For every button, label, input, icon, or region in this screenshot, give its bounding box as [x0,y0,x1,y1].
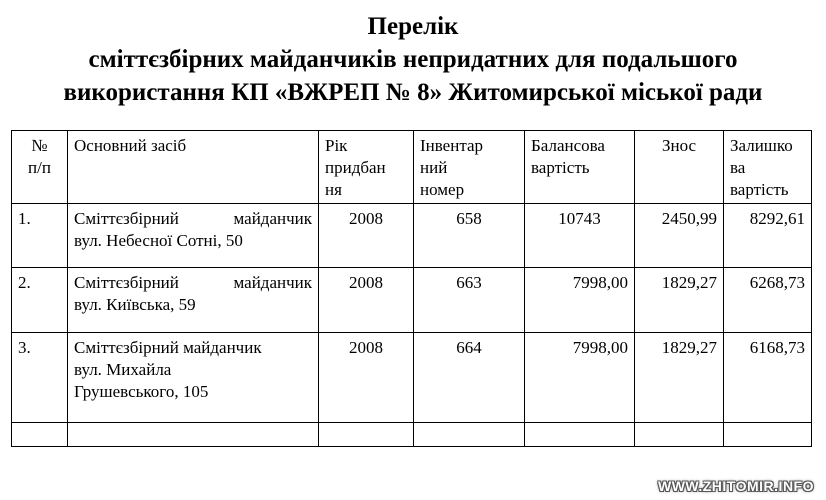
header-balance [525,131,635,204]
header-year-line-1: Рік [325,136,348,155]
row-depreciation: 1829,27 [635,333,724,423]
empty-cell [319,423,414,447]
row-asset [68,333,319,423]
table-row-empty [12,423,812,447]
row-asset-line-1: Сміттєзбірний майданчик [74,273,312,292]
row-num: 1. [12,204,68,268]
table-header-row [12,131,812,204]
row-asset [68,204,319,268]
row-num: 2. [12,268,68,333]
row-year: 2008 [319,333,414,423]
header-year-line-3: ня [325,180,342,199]
row-inventory: 658 [414,204,525,268]
row-balance: 7998,00 [525,333,635,423]
row-depreciation: 1829,27 [635,268,724,333]
header-inventory-line-3: номер [420,180,465,199]
row-balance: 7998,00 [525,268,635,333]
row-residual: 8292,61 [724,204,812,268]
row-year: 2008 [319,204,414,268]
row-asset-line-1: Сміттєзбірний майданчик [74,338,262,357]
header-year [319,131,414,204]
header-residual-line-3: вартість [730,180,789,199]
header-balance-line-2: вартість [531,158,590,177]
empty-cell [12,423,68,447]
header-num [12,131,68,204]
title-line-3: використання КП «ВЖРЕП № 8» Житомирської міської ради [63,79,763,106]
header-residual-line-1: Залишко [730,136,793,155]
site-watermark: WWW.ZHITOMIR.INFO [658,478,814,494]
empty-cell [525,423,635,447]
row-year: 2008 [319,268,414,333]
empty-cell [724,423,812,447]
header-residual [724,131,812,204]
row-asset-line-3: Грушевського, 105 [74,382,209,401]
header-balance-line-1: Балансова [531,136,605,155]
row-asset-line-2: вул. Михайла [74,360,172,379]
row-inventory: 663 [414,268,525,333]
header-asset [68,131,319,204]
title-line-1: Перелік [367,13,459,40]
assets-table [11,130,812,447]
header-depreciation [635,131,724,204]
row-residual: 6168,73 [724,333,812,423]
header-inventory [414,131,525,204]
row-num: 3. [12,333,68,423]
header-asset-label: Основний засіб [74,136,187,155]
header-year-line-2: придбан [325,158,386,177]
empty-cell [414,423,525,447]
row-depreciation: 2450,99 [635,204,724,268]
row-asset-line-2: вул. Небесної Сотні, 50 [74,231,243,250]
row-inventory: 664 [414,333,525,423]
document-title [0,10,826,109]
row-asset-line-2: вул. Київська, 59 [74,295,196,314]
header-num-line-1: № [31,136,48,155]
empty-cell [635,423,724,447]
row-balance: 10743 [525,204,635,268]
row-asset [68,268,319,333]
table-row [12,333,812,423]
header-depreciation-label: Знос [661,136,697,155]
table-row [12,268,812,333]
header-residual-line-2: ва [730,158,746,177]
empty-cell [68,423,319,447]
header-num-line-2: п/п [28,158,51,177]
header-inventory-line-1: Інвентар [420,136,484,155]
row-asset-line-1: Сміттєзбірний майданчик [74,209,312,228]
title-line-2: сміттєзбірних майданчиків непридатних для подальшого [88,46,738,73]
row-residual: 6268,73 [724,268,812,333]
table-row [12,204,812,268]
header-inventory-line-2: ний [420,158,448,177]
